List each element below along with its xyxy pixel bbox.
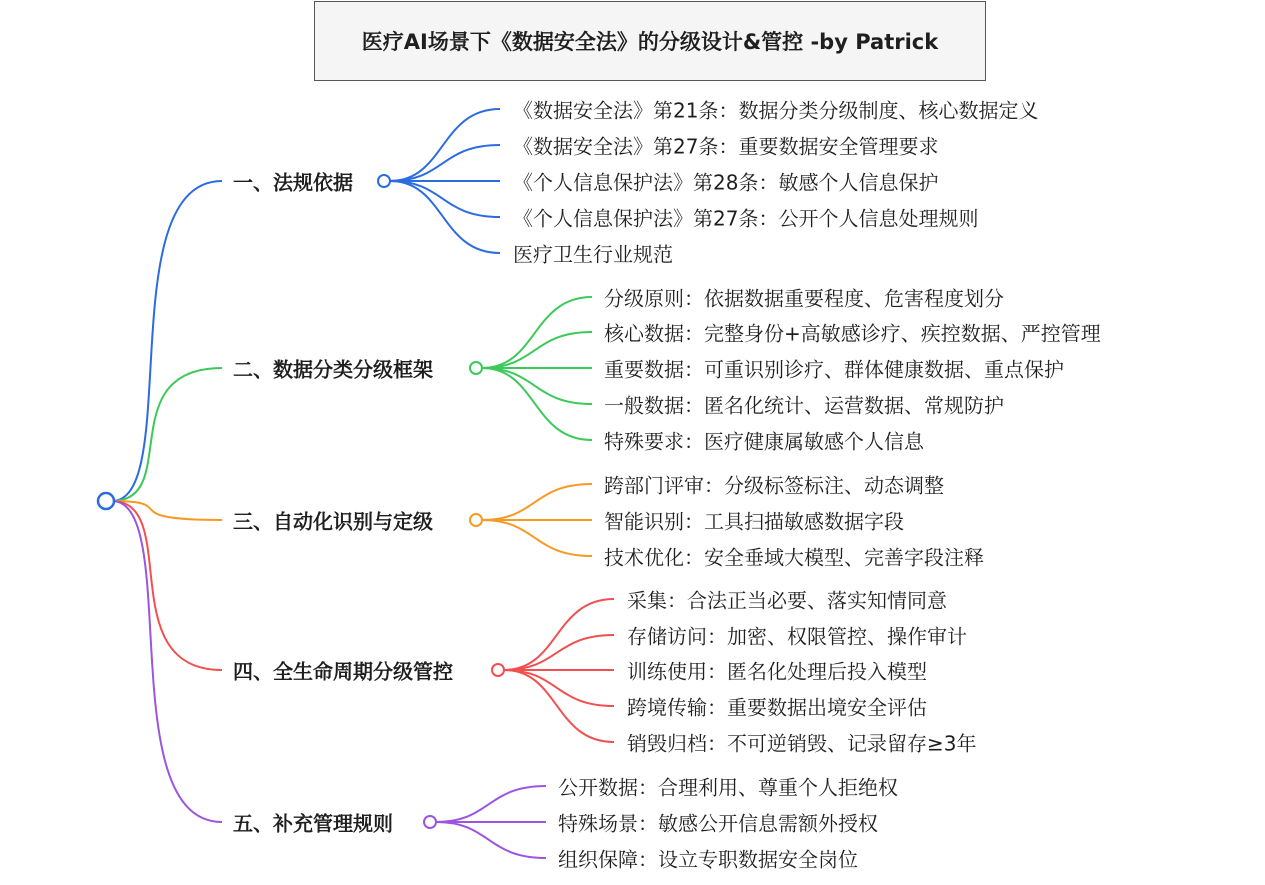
leaf-connector [504, 670, 614, 706]
branch-node[interactable] [424, 816, 436, 828]
leaf-label: 医疗卫生行业规范 [513, 242, 673, 267]
leaf-label: 一般数据：匿名化统计、运营数据、常规防护 [604, 393, 1004, 418]
leaf-label: 核心数据：完整身份+高敏感诊疗、疾控数据、严控管理 [604, 321, 1101, 346]
leaf-connector [504, 670, 614, 742]
leaf-connector [390, 181, 500, 217]
leaf-label: 智能识别：工具扫描敏感数据字段 [604, 509, 904, 534]
leaf-connector [482, 368, 592, 404]
leaf-label: 组织保障：设立专职数据安全岗位 [558, 847, 858, 872]
leaf-label: 采集：合法正当必要、落实知情同意 [627, 588, 947, 613]
leaf-label: 存储访问：加密、权限管控、操作审计 [627, 624, 967, 649]
leaf-connector [482, 520, 592, 556]
branch-node[interactable] [470, 362, 482, 374]
branch-connector [112, 501, 222, 822]
leaf-label: 《个人信息保护法》第27条：公开个人信息处理规则 [513, 206, 979, 231]
leaf-connector [436, 822, 546, 858]
leaf-connector [482, 484, 592, 520]
branch-connector [112, 368, 222, 501]
leaf-label: 公开数据：合理利用、尊重个人拒绝权 [558, 775, 898, 800]
branch-label: 一、法规依据 [233, 170, 353, 195]
branch-label: 四、全生命周期分级管控 [233, 659, 453, 684]
branch-connector [112, 501, 222, 670]
branch-node[interactable] [492, 664, 504, 676]
leaf-label: 《个人信息保护法》第28条：敏感个人信息保护 [513, 170, 939, 195]
leaf-label: 销毁归档：不可逆销毁、记录留存≥3年 [627, 731, 977, 756]
leaf-label: 重要数据：可重识别诊疗、群体健康数据、重点保护 [604, 357, 1064, 382]
branch-label: 三、自动化识别与定级 [233, 509, 433, 534]
branch-label: 二、数据分类分级框架 [233, 357, 433, 382]
branch-node[interactable] [470, 514, 482, 526]
branch-label: 五、补充管理规则 [233, 811, 393, 836]
leaf-connector [436, 786, 546, 822]
leaf-connector [482, 368, 592, 440]
leaf-connector [390, 109, 500, 181]
leaf-connector [482, 332, 592, 368]
leaf-label: 《数据安全法》第21条：数据分类分级制度、核心数据定义 [513, 98, 1039, 123]
leaf-connector [504, 635, 614, 670]
leaf-label: 分级原则：依据数据重要程度、危害程度划分 [604, 286, 1004, 311]
root-node[interactable] [98, 493, 114, 509]
leaf-connector [504, 599, 614, 670]
leaf-connector [390, 145, 500, 181]
leaf-label: 跨部门评审：分级标签标注、动态调整 [604, 473, 944, 498]
leaf-label: 特殊要求：医疗健康属敏感个人信息 [604, 429, 924, 454]
leaf-label: 特殊场景：敏感公开信息需额外授权 [558, 811, 878, 836]
leaf-label: 训练使用：匿名化处理后投入模型 [627, 659, 927, 684]
leaf-label: 技术优化：安全垂域大模型、完善字段注释 [604, 545, 984, 570]
leaf-label: 跨境传输：重要数据出境安全评估 [627, 695, 927, 720]
branch-node[interactable] [378, 175, 390, 187]
branch-connector [112, 181, 222, 501]
diagram-title: 医疗AI场景下《数据安全法》的分级设计&管控 -by Patrick [361, 30, 939, 54]
leaf-connector [390, 181, 500, 253]
leaf-label: 《数据安全法》第27条：重要数据安全管理要求 [513, 134, 939, 159]
